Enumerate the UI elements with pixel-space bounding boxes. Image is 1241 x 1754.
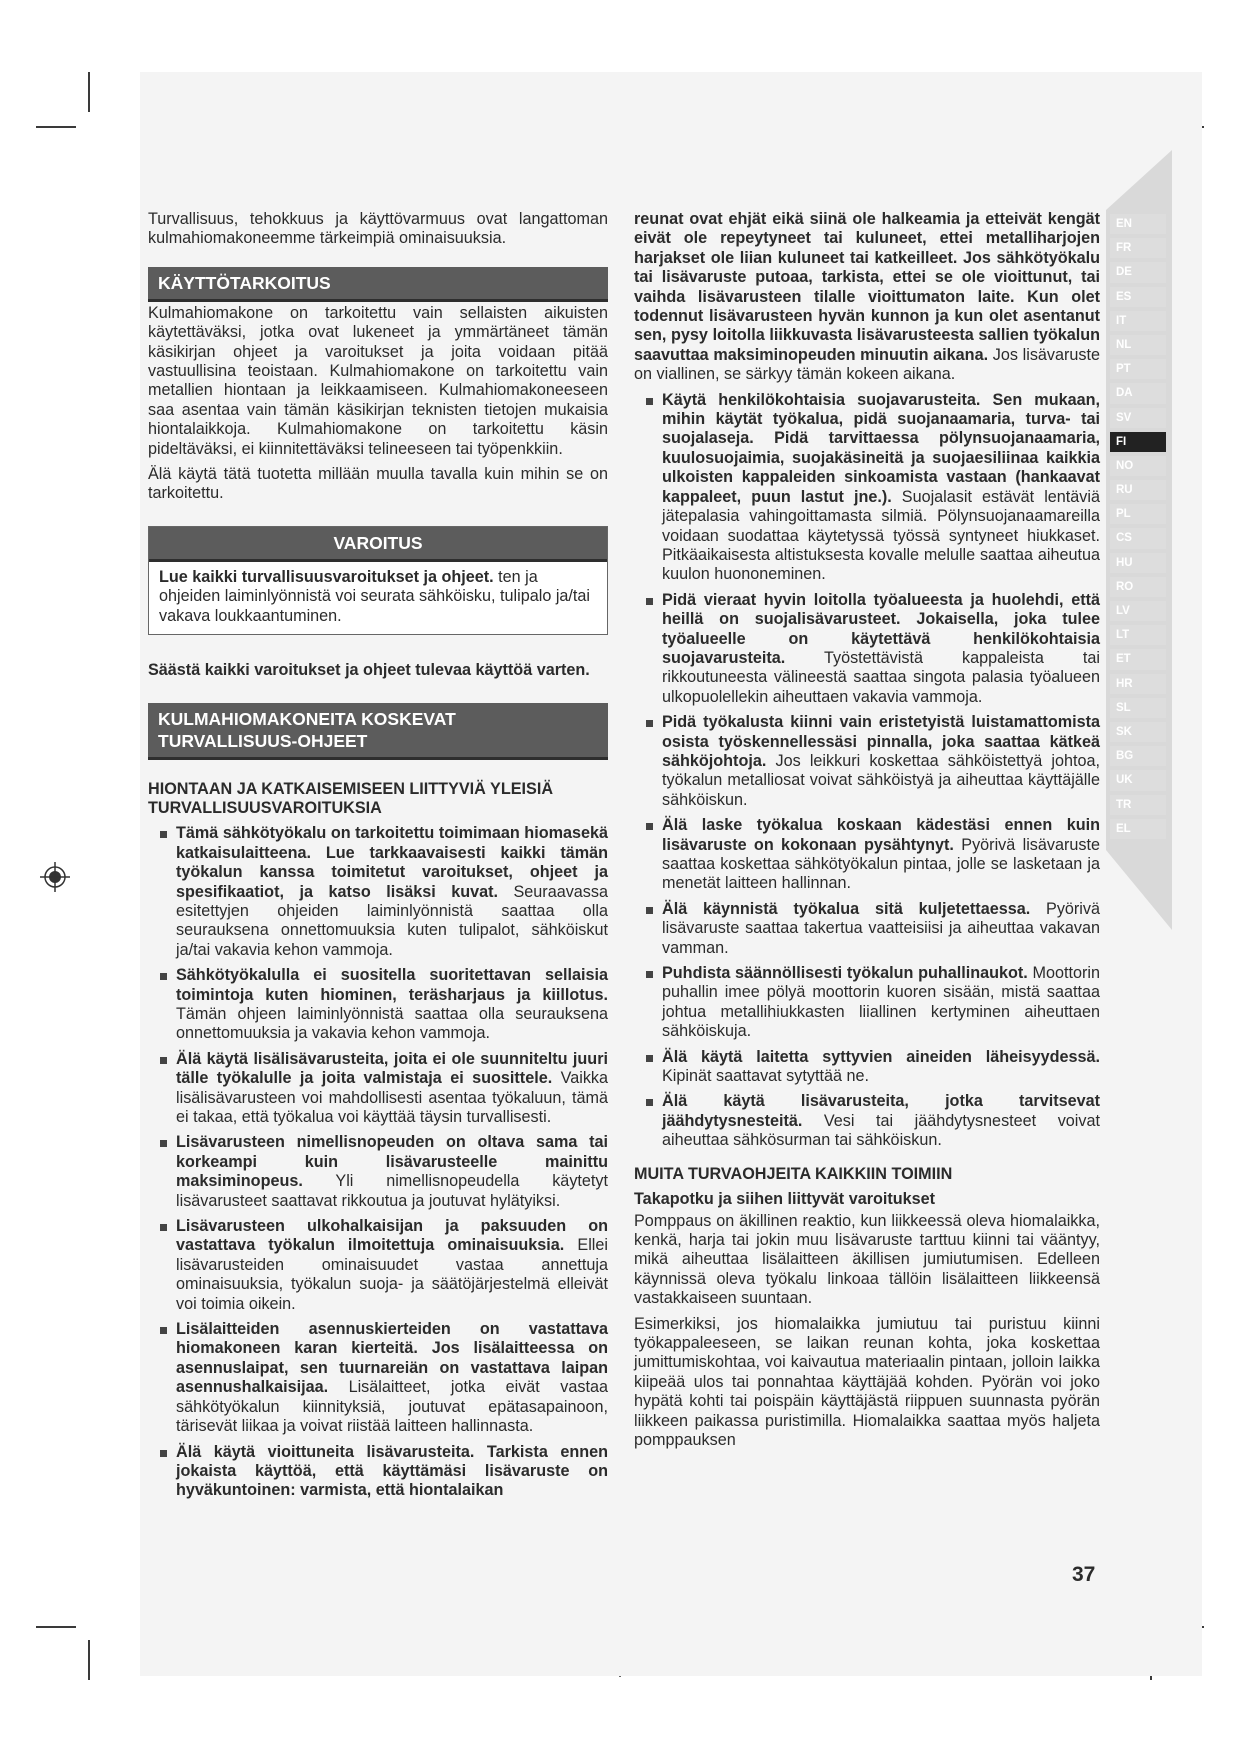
item-text: Pyörivä lisävaruste saattaa koskettaa sähkötyökalun pintaa, jolle se lasketaan ja menetät laitteen hallinnan.: [662, 835, 1100, 893]
warning-list-item: [634, 391, 1100, 585]
language-tab-fi: FI: [1110, 432, 1166, 452]
warning-list-item: [148, 1443, 608, 1501]
crop-mark: [36, 126, 76, 128]
language-tab-cs: CS: [1110, 528, 1166, 548]
warning-list-item: [148, 1050, 608, 1128]
crop-mark: [88, 1640, 90, 1680]
item-bold-text: Älä käytä lisälisävarusteita, joita ei ole suunniteltu juuri tälle työkalulle ja joita valmistaja ei suosittele.: [176, 1049, 608, 1088]
warning-list-item: [148, 824, 608, 960]
right-column: [634, 210, 1100, 1456]
item-bold-text: Älä käytä vioittuneita lisävarusteita. Tarkista ennen jokaista käyttöä, että käyttämäsi lisävaruste on hyväkuntoinen: varmista, että hiontalaikan: [176, 1442, 608, 1500]
item-bold-text: Pidä työkalusta kiinni vain eristetyistä luistamattomista osista työskennellessäsi pinnalla, joka saattaa kätkeä sähköjohtoja.: [662, 713, 1100, 770]
warning-list-item: [148, 1320, 608, 1436]
warning-list-item: [148, 966, 608, 1044]
crop-mark: [36, 1626, 76, 1628]
warning-text: ten ja ohjeiden laiminlyönnistä voi seurata sähköisku, tulipalo ja/tai vakava loukkaantuminen.: [159, 567, 591, 625]
item-bold-text: Puhdista säännöllisesti työkalun puhallinaukot.: [662, 964, 1028, 983]
left-warning-list: [148, 824, 608, 1500]
square-bullet-icon: [160, 1450, 167, 1457]
item-bold-text: Tämä sähkötyökalu on tarkoitettu toimimaan hiomasekä katkaisulaitteena. Lue tarkkaavaisesti kaikki tämän työkalun kanssa toimitetut varoitukset, ohjeet ja spesifikaatiot, ja katso lisäksi kuvat.: [176, 824, 608, 901]
warning-list-item: [148, 1133, 608, 1211]
item-text: Suojalasit estävät lentäviä jätepalasia vahingoittamasta silmiä. Pölynsuojanaamareilla voidaan suodattaa käytetyssä työssä syntyneet hiukkaset. Pitkäaikaisesta altistuksesta kovalle melulle saattaa aiheutua kuulon huononeminen.: [662, 487, 1100, 584]
continued-bold-text: reunat ovat ehjät eikä siinä ole halkeamia ja etteivät kengät eivät ole repeytyneet tai kuluneet, ettei metalliharjojen harjakset ole liian kuluneet tai katkeilleet. Jos sähkötyökalu tai lisävaruste putoaa, tarkista, ettei se ole vioittunut, tai vaihda lisävarusteen tilalle vioittumaton laite. Kun olet todennut lisävarusteen hyvän kunnon ja kun olet asentanut sen, pysy loitolla liikkuvasta lisävarusteesta sallien työkalun saavuttaa maksiminopeuden minuutin aikana.: [634, 210, 1100, 364]
language-tab-it: IT: [1110, 311, 1166, 331]
warning-list-item: [634, 816, 1100, 894]
item-text: Jos leikkuri koskettaa sähköistettyä johtoa, työkalun metalliosat voivat sähköistyä ja aiheuttaa käyttäjälle sähköiskun.: [662, 751, 1100, 809]
crop-mark: [88, 72, 90, 112]
save-note: Säästä kaikki varoitukset ja ohjeet tulevaa käyttöä varten.: [148, 661, 590, 680]
item-bold-text: Älä käytä laitetta syttyvien aineiden läheisyydessä.: [662, 1047, 1100, 1066]
language-tab-bg: BG: [1110, 746, 1166, 766]
item-bold-text: Älä laske työkalua koskaan kädestäsi ennen kuin lisävaruste on kokonaan pysähtynyt.: [662, 816, 1100, 854]
other-safety-header: MUITA TURVAOHJEITA KAIKKIIN TOIMIIN: [634, 1164, 953, 1183]
square-bullet-icon: [646, 1055, 653, 1062]
language-tab-sv: SV: [1110, 408, 1166, 428]
language-tab-lv: LV: [1110, 601, 1166, 621]
item-bold-text: Käytä henkilökohtaisia suojavarusteita. Sen mukaan, mihin käytät työkalua, pidä suojanaamaria, turva- tai suojalaseja. Pidä tarvittaessa pölynsuojanaamaria, kuulosuojaimia, suojakäsineitä ja suojaesiliinaa kaikkia ulkoisten kappaleiden sinkoamista vastaan (hankaavat kappaleet, puun lastut jne.).: [662, 390, 1100, 506]
language-tab-en: EN: [1110, 214, 1166, 234]
general-warnings-header: HIONTAAN JA KATKAISEMISEEN LIITTYVIÄ YLEISIÄ TURVALLISUUSVAROITUKSIA: [148, 779, 554, 817]
warning-list-item: [634, 1092, 1100, 1150]
language-tab-de: DE: [1110, 262, 1166, 282]
language-tab-fr: FR: [1110, 238, 1166, 258]
language-tab-nl: NL: [1110, 335, 1166, 355]
warning-list-item: [634, 591, 1100, 707]
registration-mark-icon: [40, 862, 70, 892]
language-tab-no: NO: [1110, 456, 1166, 476]
kayttotarkoitus-paragraph: Älä käytä tätä tuotetta millään muulla tavalla kuin mihin se on tarkoitettu.: [148, 465, 608, 503]
item-bold-text: Älä käytä lisävarusteita, jotka tarvitsevat jäähdytysnesteitä.: [662, 1092, 1100, 1130]
square-bullet-icon: [646, 720, 653, 727]
kickback-header: Takapotku ja siihen liittyvät varoitukset: [634, 1190, 936, 1209]
kickback-paragraph: Pomppaus on äkillinen reaktio, kun liikkeessä oleva hiomalaikka, kenkä, harja tai jokin muu lisävaruste tarttuu kiinni tai vääntyy, mikä aiheuttaa lisälaitteen äkillisen jumiutumisen. Edelleen käynnissä oleva työkalu linkoaa tällöin lisälaitteen liikkeensä vastakkaiseen suuntaan.: [634, 1211, 1100, 1308]
square-bullet-icon: [646, 823, 653, 830]
square-bullet-icon: [646, 598, 653, 605]
language-tabs: [1110, 214, 1166, 843]
language-tab-el: EL: [1110, 819, 1166, 839]
item-bold-text: Lisävarusteen nimellisnopeuden on oltava sama tai korkeampi kuin lisävarusteelle mainittu maksiminopeus.: [176, 1133, 608, 1191]
language-tab-pl: PL: [1110, 504, 1166, 524]
language-tab-hu: HU: [1110, 553, 1166, 573]
language-tab-pt: PT: [1110, 359, 1166, 379]
square-bullet-icon: [646, 971, 653, 978]
square-bullet-icon: [160, 973, 167, 980]
warning-list-item: [148, 1217, 608, 1314]
warning-list-item: [634, 900, 1100, 958]
language-tab-sl: SL: [1110, 698, 1166, 718]
square-bullet-icon: [160, 1140, 167, 1147]
kayttotarkoitus-paragraph: Kulmahiomakone on tarkoitettu vain sellaisten aikuisten käytettäväksi, jotka ovat lukeneet ja ymmärtäneet tämän käsikirjan ohjeet ja varoitukset ja joita voidaan pitää vastuullisina teoistaan. Kulmahiomakone on tarkoitettu vain metallien hiontaan ja leikkaamiseen. Kulmahiomakoneeseen saa asentaa vain tämän käsikirjan teknisten tietojen mukaisia hiontalaikkoja. Kulmahiomakone on tarkoitettu käsin pideltäväksi, ei kiinnitettäväksi telineeseen tai työpenkkiin.: [148, 303, 608, 458]
warning-body: [149, 562, 607, 634]
item-text: Moottorin puhallin imee pölyä moottorin kuoren sisään, mistä saattaa johtua metallihiukkasten liiallinen kertyminen aiheuttaen sähköiskuja.: [662, 964, 1100, 1041]
item-text: Ellei lisävarusteiden ominaisuudet vastaa annettuja ominaisuuksia, työkalun suoja- ja säätöjärjestelmä elleivät voi toimia oikein.: [176, 1236, 608, 1313]
language-tab-uk: UK: [1110, 770, 1166, 790]
item-bold-text: Lisälaitteiden asennuskierteiden on vastattava hiomakoneen karan kierteitä. Jos lisälaitteessa on asennuslaipat, sen tuurnareiän on vastattava laipan asennushalkaisijaa.: [176, 1320, 608, 1397]
item-text: Työstettävistä kappaleista tai rikkoutuneesta välineestä saattaa singota palasia työalueen ulkopuolellekin aiheuttaen vakavia vammoja.: [662, 648, 1100, 706]
kickback-paragraph: Esimerkiksi, jos hiomalaikka jumiutuu tai puristuu kiinni työkappaleeseen, se laikan reunan kohta, joka koskettaa jumittumiskohtaa, voi kaivautua materiaalin pintaan, jolloin laikka kiipeää ulos tai ponnahtaa käyttäjää kohden. Pyörän voi joko hypätä kohti tai poispäin käyttäjästä riippuen suunnasta pyörän liikkeen paikassa puristimilla. Hiomalaikka saattaa myös haljeta pomppauksen: [634, 1314, 1100, 1449]
warning-title: VAROITUS: [333, 532, 423, 553]
warning-list-item: [634, 964, 1100, 1042]
continued-paragraph: [634, 210, 1100, 385]
continued-text: Jos lisävaruste on viallinen, se särkyy tämän kokeen aikana.: [634, 345, 1100, 384]
section-header-safety: KULMAHIOMAKONEITA KOSKEVAT TURVALLISUUS-OHJEET: [148, 703, 608, 760]
item-text: Tämän ohjeen laiminlyönnistä saattaa olla seurauksena onnettomuuksia ja vakavia kehon vammoja.: [176, 1004, 608, 1043]
language-tab-sk: SK: [1110, 722, 1166, 742]
square-bullet-icon: [646, 1099, 653, 1106]
item-text: Vaikka lisälisävarusteen voi mahdollisesti asentaa työkaluun, tämä ei takaa, että työkalua voi käyttää täysin turvallisesti.: [176, 1069, 609, 1126]
item-text: Lisälaitteet, jotka eivät vastaa sähkötyökalun kiinnityksiä, joutuvat epätasapainoon, tärisevät liikaa ja voivat riistää laitteen hallinnasta.: [176, 1378, 608, 1436]
item-text: Kipinät saattavat sytyttää ne.: [662, 1067, 869, 1086]
language-tab-lt: LT: [1110, 625, 1166, 645]
page-number: 37: [1072, 1563, 1096, 1586]
square-bullet-icon: [160, 1224, 167, 1231]
warning-list-item: [634, 1048, 1100, 1087]
language-tab-ru: RU: [1110, 480, 1166, 500]
item-bold-text: Lisävarusteen ulkohalkaisijan ja paksuuden on vastattava työkalun ilmoitettuja ominaisuuksia.: [176, 1217, 608, 1255]
section-header-kayttotarkoitus: KÄYTTÖTARKOITUS: [148, 267, 608, 302]
item-text: Yli nimellisnopeudella käytetyt lisävarusteet saattavat rikkoutua ja joutuvat hylätyiksi.: [176, 1172, 608, 1210]
item-text: Pyörivä lisävaruste saattaa takertua vaatteisiisi ja aiheuttaa vakavan vamman.: [662, 899, 1100, 957]
item-text: Vesi tai jäähdytysnesteet voivat aiheuttaa sähkösurman tai sähköiskun.: [662, 1111, 1100, 1150]
language-tab-ro: RO: [1110, 577, 1166, 597]
item-bold-text: Älä käynnistä työkalua sitä kuljetettaessa.: [662, 899, 1031, 918]
warning-header: [149, 527, 607, 562]
language-tab-hr: HR: [1110, 674, 1166, 694]
left-column: [148, 210, 608, 1507]
square-bullet-icon: [160, 1057, 167, 1064]
language-tab-et: ET: [1110, 649, 1166, 669]
language-tab-es: ES: [1110, 287, 1166, 307]
item-text: Seuraavassa esitettyjen ohjeiden laiminlyönnistä saattaa olla seurauksena onnettomuuksia kuten tulipalot, sähköiskut ja/tai vakavia kehon vammoja.: [176, 882, 608, 959]
square-bullet-icon: [646, 398, 653, 405]
intro-text: Turvallisuus, tehokkuus ja käyttövarmuus ovat langattoman kulmahiomakoneemme tärkeimpiä ominaisuuksia.: [148, 210, 608, 248]
warning-box: [148, 526, 608, 635]
right-warning-list: [634, 391, 1100, 1151]
square-bullet-icon: [160, 1327, 167, 1334]
square-bullet-icon: [646, 907, 653, 914]
warning-bold-text: Lue kaikki turvallisuusvaroitukset ja ohjeet.: [159, 567, 494, 586]
language-tab-tr: TR: [1110, 795, 1166, 815]
item-bold-text: Pidä vieraat hyvin loitolla työalueesta ja huolehdi, että heillä on suojalisävarusteet. Jokaisella, joka tulee työalueelle on käytettävä henkilökohtaisia suojavarusteita.: [662, 590, 1100, 667]
item-bold-text: Sähkötyökalulla ei suositella suoritettavan sellaisia toimintoja kuten hiominen, teräsharjaus ja kiillotus.: [176, 966, 608, 1004]
warning-list-item: [634, 713, 1100, 810]
square-bullet-icon: [160, 831, 167, 838]
language-tab-da: DA: [1110, 383, 1166, 403]
